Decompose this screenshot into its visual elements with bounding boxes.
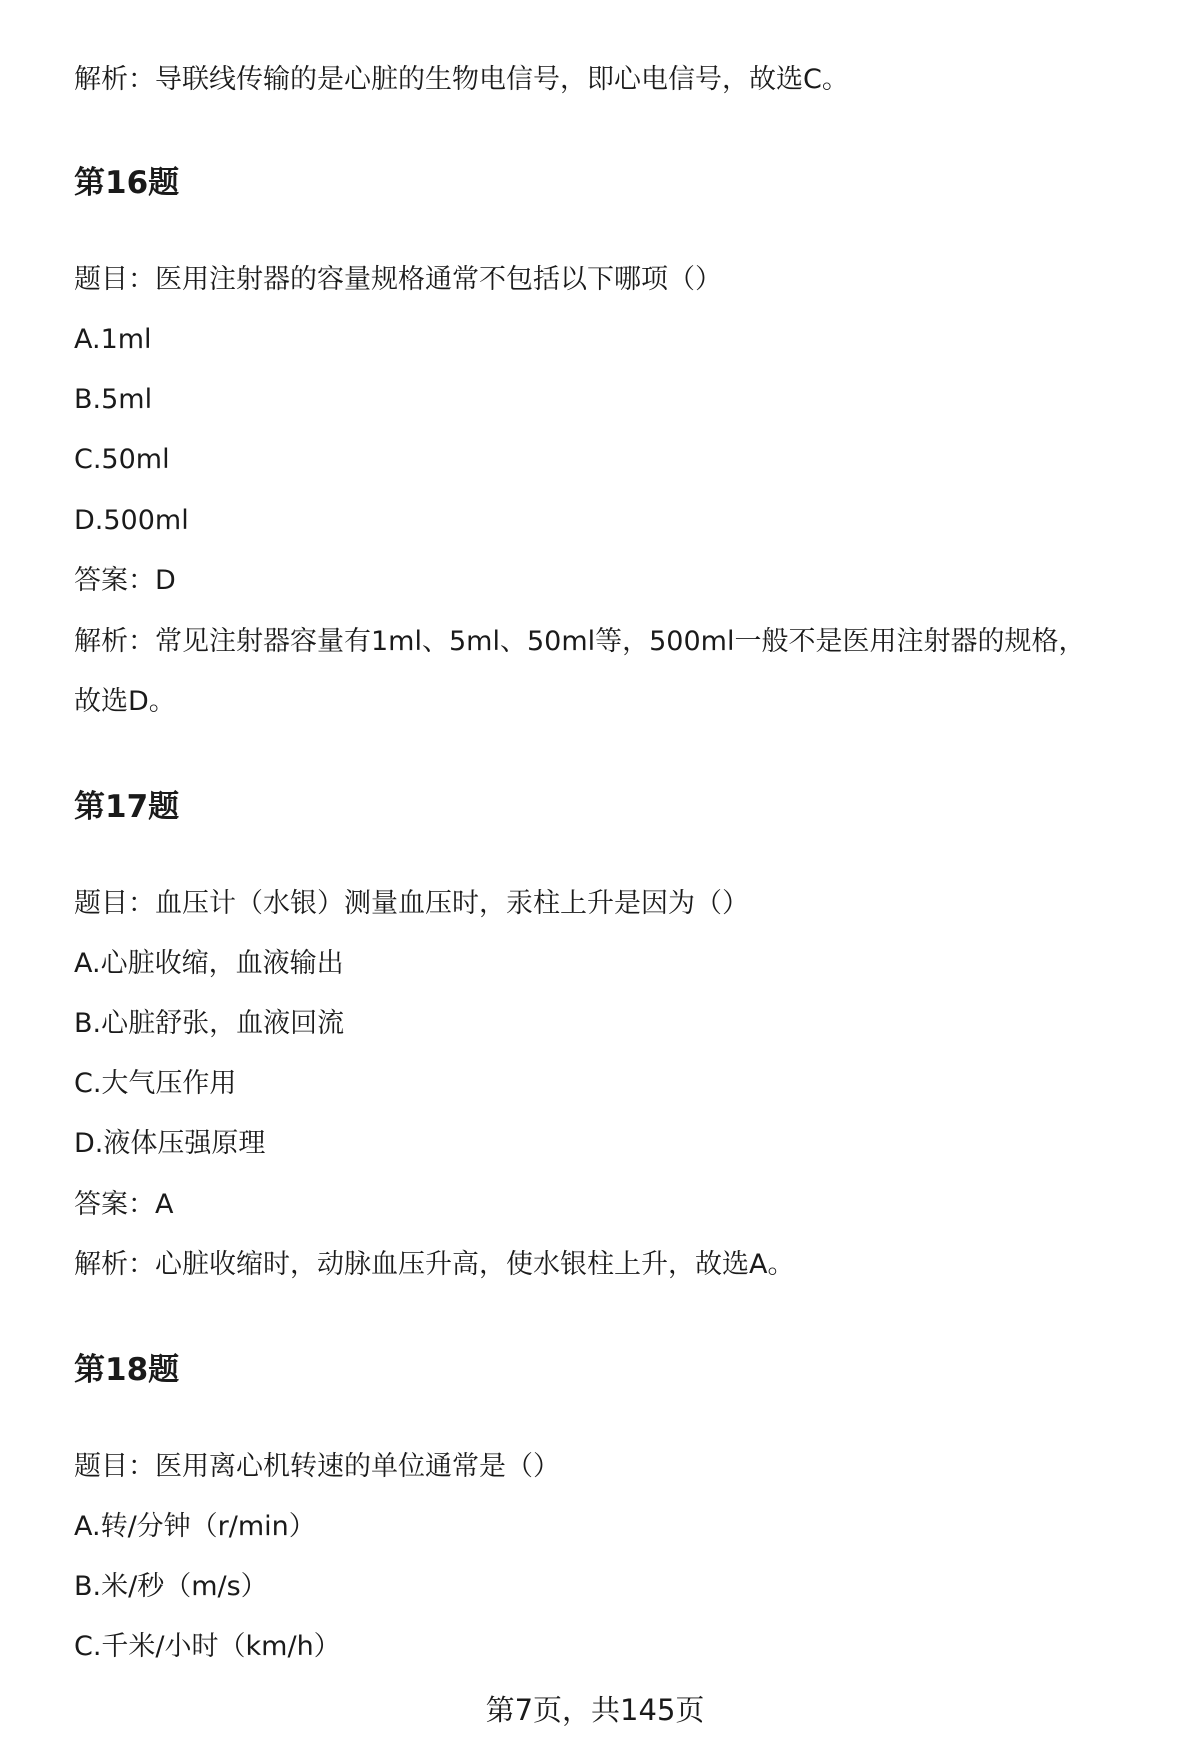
q16-option-c: C.50ml [74, 444, 170, 475]
q17-analysis: 解析：心脏收缩时，动脉血压升高，使水银柱上升，故选A。 [74, 1249, 795, 1280]
q16-heading: 第16题 [74, 165, 180, 201]
q18-option-b: B.米/秒（m/s） [74, 1571, 268, 1602]
q17-option-c: C.大气压作用 [74, 1068, 237, 1099]
q16-analysis-line1: 解析：常见注射器容量有1ml、5ml、50ml等，500ml一般不是医用注射器的规格， [74, 626, 1086, 657]
q18-option-a: A.转/分钟（r/min） [74, 1511, 316, 1542]
q16-option-d: D.500ml [74, 505, 189, 536]
q16-answer: 答案：D [74, 565, 176, 596]
q16-option-b: B.5ml [74, 384, 153, 415]
q17-answer: 答案：A [74, 1189, 174, 1220]
q17-heading: 第17题 [74, 789, 180, 825]
q18-option-c: C.千米/小时（km/h） [74, 1631, 341, 1662]
q18-question: 题目：医用离心机转速的单位通常是（） [74, 1451, 560, 1482]
q17-option-d: D.液体压强原理 [74, 1128, 266, 1159]
q17-option-b: B.心脏舒张，血液回流 [74, 1008, 345, 1039]
q16-option-a: A.1ml [74, 324, 152, 355]
q16-analysis-line2: 故选D。 [74, 686, 176, 717]
q16-question: 题目：医用注射器的容量规格通常不包括以下哪项（） [74, 264, 722, 295]
q18-heading: 第18题 [74, 1352, 180, 1388]
page-footer: 第7页，共145页 [485, 1693, 705, 1727]
q17-option-a: A.心脏收缩，血液输出 [74, 948, 344, 979]
q17-question: 题目：血压计（水银）测量血压时，汞柱上升是因为（） [74, 888, 749, 919]
q15-analysis: 解析：导联线传输的是心脏的生物电信号，即心电信号，故选C。 [74, 64, 849, 95]
